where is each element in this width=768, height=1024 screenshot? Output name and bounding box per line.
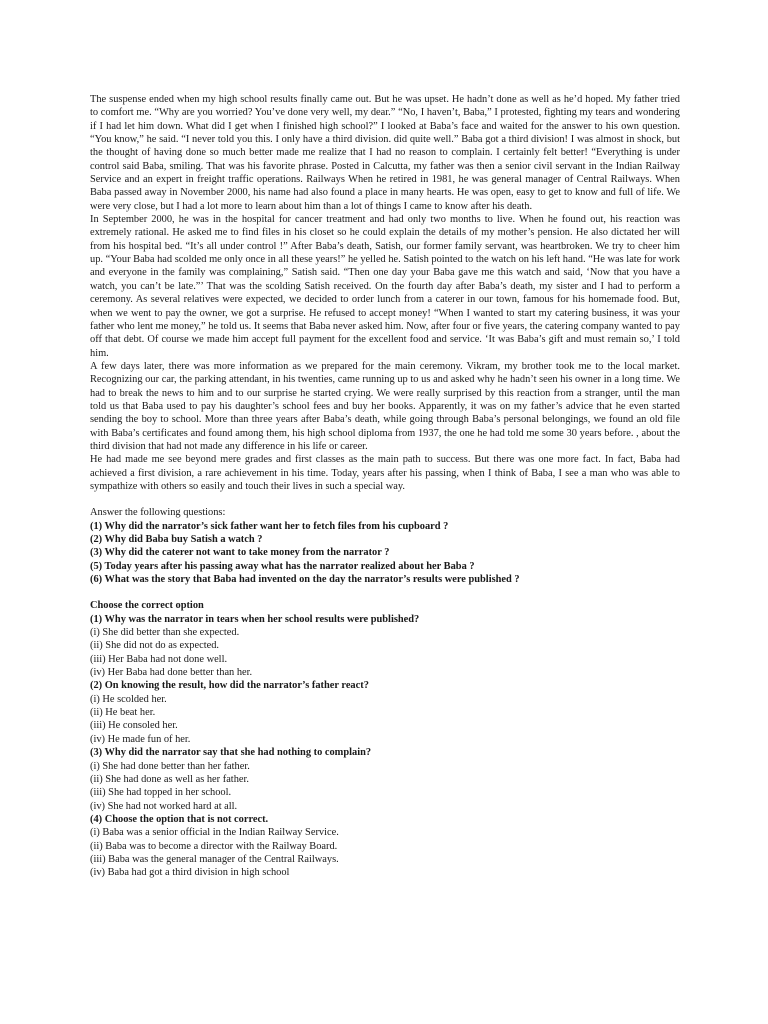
mcq-question: (1) Why was the narrator in tears when her school results were published? — [90, 613, 420, 625]
passage-paragraph-2: In September 2000, he was in the hospital for cancer treatment and had only two months to live. When he found out, his reaction was extremely rational. He asked me to find files in his closet so he could explain the details of my mother’s pension. He also dictated her will from his hospital bed. “It’s all under control !” After Baba’s death, Satish, our former family servant, was heartbroken. We try to cheer him up. “Your Baba had scolded me only once in all these years!” he yelled he. Satish pointed to the watch on his left hand. “He was late for work and everyone in the family was complaining,” Satish said. “Then one day your Baba gave me this watch and said, ‘Now that you have a watch, you can’t be late.”’ That was the scolding Satish received. On the fourth day after Baba’s death, my sister and I had to perform a ceremony. As several relatives were expected, we decided to order lunch from a caterer in our town, famous for his homemade food. But, when we went to pay the owner, we got a surprise. He refused to accept money! “When I wanted to start my catering business, it was your father who lent me money,” he told us. It seems that Baba never asked him. Now, after four or five years, the catering company wanted to pay off that debt. Of course we made him accept full payment for the excellent food and service. ‘It was Baba’s gift and must remain so,’ I told him. — [90, 214, 680, 359]
passage-paragraph-3: A few days later, there was more information as we prepared for the main ceremony. Vikram, my brother took me to the local market. Recognizing our car, the parking attendant, in his twenties, came running up to us and asked why he hadn’t seen his owner in a long time. We had to break the news to him and to our surprise he started crying. We were really surprised by this reaction from a stranger, until the man told us that Baba used to pay his daughter’s school fees and buy her books. Apparently, it was on my father’s advice that he even started sending the boy to school. More than three years after Baba’s death, while going through Baba’s personal belongings, we found an old file with Baba’s certificates and found among them, his high school diploma from 1937, the one he had told me some 30 years before. , about the third division that had not made any difference in his life or career. — [90, 360, 680, 452]
spacer — [90, 586, 680, 599]
mcq-option: (ii) She had done as well as her father. — [90, 773, 249, 785]
mcq-option: (ii) Baba was to become a director with the Railway Board. — [90, 840, 338, 852]
mcq-option: (iii) Her Baba had not done well. — [90, 653, 228, 665]
mcq-option: (iii) He consoled her. — [90, 720, 178, 732]
spacer — [90, 493, 680, 506]
document-page — [90, 93, 680, 880]
mcq-option: (iv) Her Baba had done better than her. — [90, 667, 253, 679]
mcq-question: (4) Choose the option that is not correct. — [90, 813, 269, 825]
mcq-option: (i) She had done better than her father. — [90, 760, 250, 772]
mcq-heading: Choose the correct option — [90, 600, 204, 612]
mcq-option: (ii) She did not do as expected. — [90, 640, 219, 652]
mcq-option: (ii) He beat her. — [90, 707, 156, 719]
question-item: (2) Why did Baba buy Satish a watch ? — [90, 534, 263, 545]
question-item: (5) Today years after his passing away what has the narrator realized about her Baba ? — [90, 560, 475, 572]
questions-list — [90, 520, 680, 587]
mcq-option: (i) She did better than she expected. — [90, 627, 240, 639]
mcq-option: (iii) She had topped in her school. — [90, 787, 232, 799]
mcq-list — [90, 613, 680, 880]
questions-heading: Answer the following questions: — [90, 507, 226, 519]
mcq-question: (2) On knowing the result, how did the narrator’s father react? — [90, 680, 369, 692]
passage-paragraph-4: He had made me see beyond mere grades and first classes as the main path to success. But there was one more fact. In fact, Baba had achieved a first division, a rare achievement in his time. Today, years after his passing, when I think of Baba, I see a man who was able to sympathize with others so easily and touch their lives in such a special way. — [90, 454, 680, 492]
question-item: (3) Why did the caterer not want to take money from the narrator ? — [90, 547, 390, 559]
passage-paragraph-1: The suspense ended when my high school results finally came out. But he was upset. He hadn’t done as well as he’d hoped. My father tried to comfort me. “Why are you worried? You’ve done very well, my dear.” “No, I haven’t, Baba,” I protested, fighting my tears and wondering if I had let him down. What did I get when I finished high school?” I looked at Baba’s face and waited for the answer to his own question. “You know,” he said. “I never told you this. I only have a third division. did quite well.” Baba got a third division! I was almost in shock, but the thought of having done so much better made me realize that I had no reason to complain. I certainly felt better! “Everything is under control said Baba, smiling. That was his favorite phrase. Posted in Calcutta, my father was then a senior civil servant in the Indian Railway Service and an expert in freight traffic operations. Railways When he retired in 1981, he was general manager of Central Railways. When Baba passed away in November 2000, his name had also found a place in many hearts. He was open, easy to get to know and full of life. We were very close, but I had a lot more to learn about him than a lot of things I came to know after his death. — [90, 94, 680, 212]
mcq-option: (iv) She had not worked hard at all. — [90, 800, 238, 812]
mcq-option: (iv) He made fun of her. — [90, 733, 191, 745]
question-item: (6) What was the story that Baba had invented on the day the narrator’s results were published ? — [90, 574, 520, 586]
mcq-option: (iii) Baba was the general manager of the Central Railways. — [90, 853, 339, 865]
mcq-option: (i) Baba was a senior official in the Indian Railway Service. — [90, 827, 339, 839]
question-item: (1) Why did the narrator’s sick father want her to fetch files from his cupboard ? — [90, 520, 449, 532]
mcq-option: (iv) Baba had got a third division in high school — [90, 867, 290, 879]
mcq-question: (3) Why did the narrator say that she had nothing to complain? — [90, 747, 372, 759]
mcq-option: (i) He scolded her. — [90, 693, 167, 705]
